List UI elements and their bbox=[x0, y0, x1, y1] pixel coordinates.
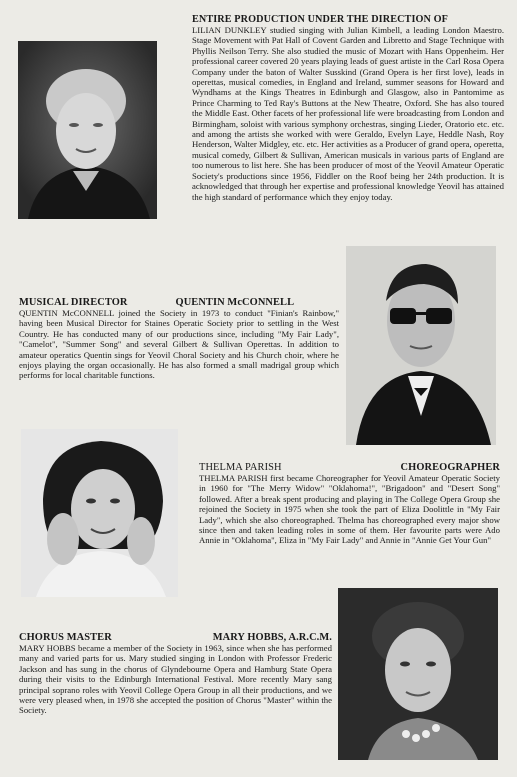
chorus-master-heading bbox=[19, 632, 332, 643]
portrait-photo-choreographer bbox=[21, 429, 178, 597]
choreographer-role: CHOREOGRAPHER bbox=[400, 462, 500, 473]
musical-director-bio: QUENTIN McCONNELL joined the Society in 1973 to conduct "Finian's Rainbow," having been Musical Director for Staines Operatic Society prior to settling in the West Country. He has conducted many of our productions since, including "My Fair Lady", "Camelot", "Summer Song" and several Gilbert & Sullivan Operettas. In addition to amateur operatics Quentin sings for Yeovil Choral Society and his Church choir, where he enjoys playing the organ occasionally. He has also formed a small madrigal group which performs for local charitable functions. bbox=[19, 308, 339, 381]
musical-director-section bbox=[19, 297, 339, 381]
director-heading: ENTIRE PRODUCTION UNDER THE DIRECTION OF bbox=[192, 14, 448, 25]
chorus-master-name: MARY HOBBS, A.R.C.M. bbox=[212, 632, 332, 643]
director-section bbox=[192, 14, 504, 202]
portrait-photo-director bbox=[18, 41, 157, 219]
chorus-master-role: CHORUS MASTER bbox=[19, 632, 112, 643]
choreographer-bio: THELMA PARISH first became Choreographer for Yeovil Amateur Operatic Society in 1960 for "The Merry Widow" "Oklahoma!", "Brigadoon" and "Desert Song" followed. After a break spent producing and playing in The College Opera Group she rejoined the Society in 1975 when she took the part of Eliza Doolittle in "My Fair Lady", which she also choreographed. Thelma has choreographed every major show since then and taken leading roles in some of them. Her favourite parts were Ado Annie in "Oklahoma", Eliza in "My Fair Lady" and Annie in "Annie Get Your Gun" bbox=[199, 473, 500, 546]
musical-director-name: QUENTIN McCONNELL bbox=[175, 297, 295, 308]
chorus-master-section bbox=[19, 632, 332, 716]
chorus-master-bio: MARY HOBBS became a member of the Society in 1963, since when she has performed many and varied parts for us. Mary studied singing in London with Professor Frederic Jackson and has sung in the chorus of Glyndebourne Opera and Hamburg State Opera during their visits to the Edinburgh International Festival. More recently Mary sang principal soprano roles with Yeovil College Opera Group in all their productions, and we were very pleased when, in 1978 she accepted the position of Chorus "Master" within the Society. bbox=[19, 643, 332, 716]
musical-director-heading bbox=[19, 297, 339, 308]
director-bio: LILIAN DUNKLEY studied singing with Julian Kimbell, a leading London Maestro. Stage Movement with Pat Hall of Covent Garden and Libretto and Stage Technique with Phyllis Neilson Terry. She also studied the music of Mozart with Hans Oppenheim. Her professional career covered 20 years playing leads of guest artiste in the Carl Rosa Opera Company under the baton of Walter Susskind (Grand Opera is her first love), leads in operettas, musical comedies, in England and Ireland, summer seasons for Howard and Wyndhams at the Kings Theatres in Edinburgh and Glasgow, also in Pantomime as Prince Charming to Ted Ray's Buttons at the New Theatre, Oxford. She has also toured the Middle East. Other facets of her professional life were broadcasting from London and Birmingham, soloist with various symphony orchestras, singing Lieder, Oratorio etc. etc. and among the artists she worked with were Geraldo, Evelyn Laye, Heddle Nash, Roy Henderson, Walter Midgley, etc. etc. Her activities as a Producer of grand opera, operetta, musical comedy, Gilbert & Sullivan, American musicals in various parts of England are too numerous to list here. She has been producer of most of the Yeovil Amateur Operatic Society's productions since 1956, Fiddler on the Roof being her 24th production. It is acknowledged that through her expertise and professional knowledge Yeovil has attained the high standard of performance which they enjoy today. bbox=[192, 25, 504, 202]
choreographer-heading bbox=[199, 462, 500, 473]
choreographer-name: THELMA PARISH bbox=[199, 462, 282, 473]
portrait-photo-chorus-master bbox=[338, 588, 498, 760]
choreographer-section bbox=[199, 462, 500, 546]
portrait-photo-musical-director bbox=[346, 246, 496, 445]
musical-director-role: MUSICAL DIRECTOR bbox=[19, 297, 128, 308]
